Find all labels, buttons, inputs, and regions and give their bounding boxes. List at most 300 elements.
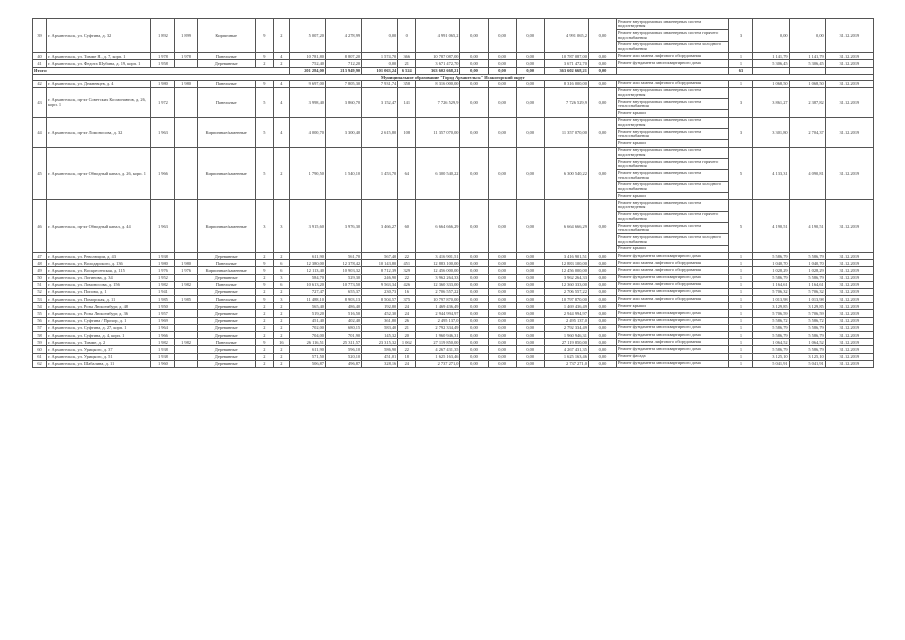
table-row bbox=[33, 60, 874, 67]
fund-1: 0,00 bbox=[460, 117, 488, 147]
fund-4: 0,00 bbox=[588, 274, 616, 281]
works-count: 1 bbox=[729, 60, 753, 67]
year-built: 1 938 bbox=[151, 353, 175, 360]
unit-cost: 4 190,51 bbox=[753, 200, 789, 253]
completion-date: 31.12.2019 bbox=[825, 360, 873, 367]
fund-3: 0,00 bbox=[516, 310, 544, 317]
unit-cost-limit: 5 306,45 bbox=[789, 60, 825, 67]
repair-cost-owners: 1 469 436,49 bbox=[544, 303, 588, 310]
fund-1: 0,00 bbox=[460, 281, 488, 288]
unit-cost-limit: 4 190,51 bbox=[789, 200, 825, 253]
work-item: Ремонт или замена лифтового оборудования bbox=[618, 266, 701, 272]
wall-material: Панельные bbox=[197, 80, 255, 87]
works-list bbox=[617, 339, 729, 346]
works-count: 1 bbox=[729, 267, 753, 274]
area-private: 328,16 bbox=[362, 360, 398, 367]
total-area: 727,47 bbox=[289, 288, 325, 295]
unit-cost-limit: 5 706,59 bbox=[789, 310, 825, 317]
fund-3: 0,00 bbox=[516, 346, 544, 353]
fund-2: 0,00 bbox=[488, 53, 516, 60]
entrances: 3 bbox=[273, 200, 289, 253]
repair-cost: 7 726 529,9 bbox=[416, 87, 460, 117]
unit-cost: 5 706,59 bbox=[753, 310, 789, 317]
work-item: Ремонт фундамента многоквартирного дома bbox=[618, 252, 701, 258]
unit-cost-limit: 1 013,98 bbox=[789, 296, 825, 303]
repair-cost: 2 792 334,49 bbox=[416, 324, 460, 331]
area-private: 586,90 bbox=[362, 346, 398, 353]
residents: 366 bbox=[398, 53, 416, 60]
total-area: 9 697,00 bbox=[289, 80, 325, 87]
wall-material: Деревянные bbox=[197, 360, 255, 367]
entrances: 2 bbox=[273, 332, 289, 339]
table-row bbox=[33, 80, 874, 87]
year-built: 1 960 bbox=[151, 360, 175, 367]
floors: 9 bbox=[255, 260, 273, 267]
row-number: 46 bbox=[33, 200, 47, 253]
address: г. Архангельск, пр-кт Обводный канал, д. 26, корп. 1 bbox=[47, 147, 151, 200]
residents: 375 bbox=[398, 296, 416, 303]
year-commissioned: 1 980 bbox=[175, 260, 197, 267]
fund-2: 0,00 bbox=[488, 317, 516, 324]
year-commissioned bbox=[175, 332, 197, 339]
work-item: Ремонт внутридомовых инженерных систем водоотведения bbox=[617, 200, 728, 211]
fund-2: 0,00 bbox=[488, 310, 516, 317]
residents: 21 bbox=[398, 60, 416, 67]
works-list bbox=[617, 80, 729, 87]
fund-2: 0,00 bbox=[488, 353, 516, 360]
fund-1: 0,00 bbox=[460, 87, 488, 117]
repair-cost: 2 944 994,97 bbox=[416, 310, 460, 317]
unit-cost-limit: 5 586,72 bbox=[789, 317, 825, 324]
entrances: 2 bbox=[273, 346, 289, 353]
row-number: 44 bbox=[33, 117, 47, 147]
total-works-count: 63 bbox=[729, 67, 753, 74]
works-list bbox=[617, 296, 729, 303]
area-private: 8 712,39 bbox=[362, 267, 398, 274]
area-private: 23 315,32 bbox=[362, 339, 398, 346]
table-row bbox=[33, 267, 874, 274]
wall-material: Панельные bbox=[197, 260, 255, 267]
repair-cost: 10 787 087,00 bbox=[416, 53, 460, 60]
completion-date: 31.12.2019 bbox=[825, 281, 873, 288]
year-built: 1 980 bbox=[151, 260, 175, 267]
table-row bbox=[33, 117, 874, 147]
row-number: 59 bbox=[33, 339, 47, 346]
works-count: 1 bbox=[729, 288, 753, 295]
total-area: 3 915,60 bbox=[289, 200, 325, 253]
area-living: 1 540,10 bbox=[326, 147, 362, 200]
table-row bbox=[33, 53, 874, 60]
wall-material: Кирпичные/каменные bbox=[197, 117, 255, 147]
capital-repair-table bbox=[32, 18, 874, 368]
area-living: 520,10 bbox=[326, 353, 362, 360]
area-private: 567,40 bbox=[362, 252, 398, 259]
entrances: 2 bbox=[273, 324, 289, 331]
works-list bbox=[617, 53, 729, 60]
fund-3: 0,00 bbox=[516, 87, 544, 117]
unit-cost-limit: 3 129,85 bbox=[789, 303, 825, 310]
unit-cost: 5 586,72 bbox=[753, 317, 789, 324]
work-item: Ремонт внутридомовых инженерных систем горячего водоснабжения bbox=[617, 159, 728, 170]
fund-3: 0,00 bbox=[516, 296, 544, 303]
fund-1: 0,00 bbox=[460, 252, 488, 259]
fund-4: 0,00 bbox=[588, 339, 616, 346]
repair-cost-owners: 27 119 850,00 bbox=[544, 339, 588, 346]
total-area: 10 613,20 bbox=[289, 281, 325, 288]
wall-material: Кирпичные bbox=[197, 19, 255, 53]
table-row bbox=[33, 332, 874, 339]
area-private: 583,40 bbox=[362, 324, 398, 331]
completion-date: 31.12.2019 bbox=[825, 324, 873, 331]
total-area-private: 101 063,24 bbox=[362, 67, 398, 74]
area-living: 7 805,30 bbox=[326, 80, 362, 87]
area-living: 486,40 bbox=[326, 303, 362, 310]
works-count: 1 bbox=[729, 317, 753, 324]
row-number: 42 bbox=[33, 80, 47, 87]
wall-material: Кирпичные/каменные bbox=[197, 200, 255, 253]
row-number: 48 bbox=[33, 260, 47, 267]
row-number: 40 bbox=[33, 53, 47, 60]
works-count: 1 bbox=[729, 339, 753, 346]
repair-cost: 2 706 557,22 bbox=[416, 288, 460, 295]
fund-2: 0,00 bbox=[488, 296, 516, 303]
works-count: 1 bbox=[729, 324, 753, 331]
total-area: 571,50 bbox=[289, 353, 325, 360]
area-private: 2 615,80 bbox=[362, 117, 398, 147]
repair-cost: 10 797 870,00 bbox=[416, 296, 460, 303]
year-commissioned bbox=[175, 317, 197, 324]
work-item: Ремонт или замена лифтового оборудования bbox=[618, 52, 701, 58]
year-commissioned bbox=[175, 147, 197, 200]
work-item: Ремонт фундамента многоквартирного дома bbox=[618, 310, 701, 316]
unit-cost: 1 028,29 bbox=[753, 267, 789, 274]
fund-1: 0,00 bbox=[460, 332, 488, 339]
area-living: 12 378,42 bbox=[326, 260, 362, 267]
fund-4: 0,00 bbox=[588, 332, 616, 339]
repair-cost: 1 625 163,46 bbox=[416, 353, 460, 360]
unit-cost: 3 129,85 bbox=[753, 303, 789, 310]
total-fund-2: 0,00 bbox=[488, 67, 516, 74]
wall-material: Панельные bbox=[197, 87, 255, 117]
fund-3: 0,00 bbox=[516, 19, 544, 53]
works-list bbox=[617, 332, 729, 339]
table-row bbox=[33, 274, 874, 281]
unit-cost-limit: 5 586,79 bbox=[789, 346, 825, 353]
fund-4: 0,00 bbox=[588, 360, 616, 367]
row-number: 41 bbox=[33, 60, 47, 67]
residents: 16 bbox=[398, 288, 416, 295]
completion-date: 31.12.2019 bbox=[825, 252, 873, 259]
row-number: 58 bbox=[33, 332, 47, 339]
total-cost-owners: 363 602 668,21 bbox=[544, 67, 588, 74]
wall-material: Деревянные bbox=[197, 317, 255, 324]
unit-cost: 5 306,45 bbox=[753, 60, 789, 67]
floors: 2 bbox=[255, 360, 273, 367]
works-count: 1 bbox=[729, 346, 753, 353]
wall-material: Деревянные bbox=[197, 332, 255, 339]
work-item: Ремонт или замена лифтового оборудования bbox=[618, 295, 701, 301]
address: г. Архангельск, ул. Урицкого, д. 51 bbox=[47, 353, 151, 360]
entrances: 3 bbox=[273, 274, 289, 281]
address: г. Архангельск, ул. Володарского, д. 136 bbox=[47, 260, 151, 267]
table-row bbox=[33, 310, 874, 317]
unit-cost-limit: 3 125,10 bbox=[789, 353, 825, 360]
entrances: 4 bbox=[273, 87, 289, 117]
total-cost: 363 602 668,21 bbox=[416, 67, 460, 74]
floors: 2 bbox=[255, 317, 273, 324]
fund-4: 0,00 bbox=[588, 324, 616, 331]
total-area: 584,70 bbox=[289, 274, 325, 281]
year-built: 1 957 bbox=[151, 310, 175, 317]
work-item: Ремонт фасада bbox=[618, 353, 646, 359]
unit-cost-limit: 5 586,79 bbox=[789, 274, 825, 281]
area-living: 8 903,13 bbox=[326, 296, 362, 303]
row-number: 47 bbox=[33, 252, 47, 259]
year-built: 1 964 bbox=[151, 324, 175, 331]
floors: 2 bbox=[255, 288, 273, 295]
completion-date: 31.12.2019 bbox=[825, 267, 873, 274]
year-built: 1 978 bbox=[151, 53, 175, 60]
floors: 2 bbox=[255, 353, 273, 360]
fund-2: 0,00 bbox=[488, 87, 516, 117]
repair-cost-owners: 12 360 333,00 bbox=[544, 281, 588, 288]
repair-cost-owners: 2 792 334,49 bbox=[544, 324, 588, 331]
row-number: 43 bbox=[33, 87, 47, 117]
year-built: 1 963 bbox=[151, 117, 175, 147]
fund-1: 0,00 bbox=[460, 53, 488, 60]
wall-material: Деревянные bbox=[197, 60, 255, 67]
repair-cost-owners: 3 671 472,70 bbox=[544, 60, 588, 67]
address: г. Архангельск, пр-кт Обводный канал, д. 44 bbox=[47, 200, 151, 253]
unit-cost: 5 586,79 bbox=[753, 332, 789, 339]
total-area: 12 113,40 bbox=[289, 267, 325, 274]
repair-cost: 3 416 901,51 bbox=[416, 252, 460, 259]
table-row bbox=[33, 288, 874, 295]
table-row bbox=[33, 281, 874, 288]
works-count: 5 bbox=[729, 147, 753, 200]
completion-date: 31.12.2019 bbox=[825, 147, 873, 200]
work-item: Ремонт фундамента многоквартирного дома bbox=[618, 345, 701, 351]
area-living: 3 300,40 bbox=[326, 117, 362, 147]
fund-4: 0,00 bbox=[588, 281, 616, 288]
works-list bbox=[617, 147, 729, 200]
total-area: 4 000,70 bbox=[289, 117, 325, 147]
floors: 2 bbox=[255, 60, 273, 67]
work-item: Ремонт внутридомовых инженерных систем холодного водоснабжения bbox=[618, 41, 722, 51]
address: г. Архангельск, пр-кт Советских Космонавтов, д. 26, корп. 1 bbox=[47, 87, 151, 117]
fund-1: 0,00 bbox=[460, 80, 488, 87]
works-list bbox=[617, 360, 729, 367]
fund-1: 0,00 bbox=[460, 288, 488, 295]
year-built: 1 892 bbox=[151, 19, 175, 53]
year-commissioned bbox=[175, 60, 197, 67]
wall-material: Кирпичные/каменные bbox=[197, 267, 255, 274]
entrances: 2 bbox=[273, 288, 289, 295]
works-list bbox=[617, 60, 729, 67]
residents: 358 bbox=[398, 80, 416, 87]
completion-date: 31.12.2019 bbox=[825, 303, 873, 310]
unit-cost: 5 586,79 bbox=[753, 346, 789, 353]
row-number: 52 bbox=[33, 288, 47, 295]
fund-1: 0,00 bbox=[460, 274, 488, 281]
total-area: 611,90 bbox=[289, 346, 325, 353]
works-list bbox=[617, 267, 729, 274]
work-item: Ремонт или замена лифтового оборудования bbox=[618, 259, 701, 265]
completion-date: 31.12.2019 bbox=[825, 339, 873, 346]
address: г. Архангельск, ул. Суфтина, д. 32 bbox=[47, 19, 151, 53]
fund-2: 0,00 bbox=[488, 19, 516, 53]
fund-4: 0,00 bbox=[588, 317, 616, 324]
area-living: 8 807,20 bbox=[326, 53, 362, 60]
work-item: Ремонт фундамента многоквартирного дома bbox=[618, 331, 701, 337]
floors: 2 bbox=[255, 303, 273, 310]
residents: 22 bbox=[398, 346, 416, 353]
repair-cost-owners: 12 883 100,00 bbox=[544, 260, 588, 267]
fund-3: 0,00 bbox=[516, 267, 544, 274]
residents: 21 bbox=[398, 324, 416, 331]
unit-cost-limit: 5 586,79 bbox=[789, 332, 825, 339]
residents: 426 bbox=[398, 281, 416, 288]
work-item: Ремонт или замена лифтового оборудования bbox=[618, 338, 701, 344]
repair-cost-owners: 3 416 901,51 bbox=[544, 252, 588, 259]
residents: 0 bbox=[398, 19, 416, 53]
work-item: Ремонт фундамента многоквартирного дома bbox=[618, 360, 701, 366]
unit-cost-limit: 1 040,70 bbox=[789, 260, 825, 267]
completion-date: 31.12.2019 bbox=[825, 53, 873, 60]
row-number: 57 bbox=[33, 324, 47, 331]
works-count: 5 bbox=[729, 200, 753, 253]
table-row bbox=[33, 260, 874, 267]
entrances: 2 bbox=[273, 252, 289, 259]
works-list bbox=[617, 324, 729, 331]
fund-2: 0,00 bbox=[488, 360, 516, 367]
year-commissioned bbox=[175, 353, 197, 360]
year-built: 1 982 bbox=[151, 339, 175, 346]
year-commissioned bbox=[175, 360, 197, 367]
fund-2: 0,00 bbox=[488, 274, 516, 281]
fund-4: 0,00 bbox=[588, 19, 616, 53]
address: г. Архангельск, ул. Ломоносова, д. 156 bbox=[47, 281, 151, 288]
residents: 141 bbox=[398, 87, 416, 117]
total-area: 752,40 bbox=[289, 60, 325, 67]
residents: 1 062 bbox=[398, 339, 416, 346]
row-number: 53 bbox=[33, 296, 47, 303]
repair-cost: 3 962 264,33 bbox=[416, 274, 460, 281]
completion-date: 31.12.2019 bbox=[825, 310, 873, 317]
wall-material: Панельные bbox=[197, 281, 255, 288]
fund-3: 0,00 bbox=[516, 288, 544, 295]
floors: 2 bbox=[255, 332, 273, 339]
works-list bbox=[617, 346, 729, 353]
floors: 5 bbox=[255, 117, 273, 147]
repair-cost-owners: 8 316 000,00 bbox=[544, 80, 588, 87]
works-count: 1 bbox=[729, 274, 753, 281]
year-built: 1 963 bbox=[151, 200, 175, 253]
total-area: 10 781,80 bbox=[289, 53, 325, 60]
fund-2: 0,00 bbox=[488, 260, 516, 267]
area-living: 3 976,30 bbox=[326, 200, 362, 253]
address: г. Архангельск, ул. Урицкого, д. 37 bbox=[47, 346, 151, 353]
entrances: 3 bbox=[273, 296, 289, 303]
table-row bbox=[33, 346, 874, 353]
unit-cost-limit: 5 706,32 bbox=[789, 288, 825, 295]
row-number: 39 bbox=[33, 19, 47, 53]
total-fund-1: 0,00 bbox=[460, 67, 488, 74]
area-private: 0,00 bbox=[362, 19, 398, 53]
area-private: 0,00 bbox=[362, 60, 398, 67]
wall-material: Деревянные bbox=[197, 288, 255, 295]
total-area: 26 116,51 bbox=[289, 339, 325, 346]
row-number: 50 bbox=[33, 274, 47, 281]
total-label: Итого: bbox=[33, 67, 290, 74]
residents: 24 bbox=[398, 303, 416, 310]
area-private: 3 466,27 bbox=[362, 200, 398, 253]
wall-material: Деревянные bbox=[197, 303, 255, 310]
fund-2: 0,00 bbox=[488, 339, 516, 346]
residents: 24 bbox=[398, 310, 416, 317]
fund-3: 0,00 bbox=[516, 60, 544, 67]
fund-1: 0,00 bbox=[460, 346, 488, 353]
fund-1: 0,00 bbox=[460, 353, 488, 360]
fund-1: 0,00 bbox=[460, 303, 488, 310]
entrances: 6 bbox=[273, 267, 289, 274]
total-area: 11 488,10 bbox=[289, 296, 325, 303]
fund-2: 0,00 bbox=[488, 147, 516, 200]
fund-2: 0,00 bbox=[488, 60, 516, 67]
total-area: 611,90 bbox=[289, 252, 325, 259]
repair-cost-owners: 10 787 087,00 bbox=[544, 53, 588, 60]
floors: 9 bbox=[255, 80, 273, 87]
work-item: Ремонт или замена лифтового оборудования bbox=[618, 80, 701, 86]
entrances: 4 bbox=[273, 80, 289, 87]
wall-material: Панельные bbox=[197, 296, 255, 303]
fund-3: 0,00 bbox=[516, 252, 544, 259]
wall-material: Деревянные bbox=[197, 346, 255, 353]
year-built: 1 941 bbox=[151, 288, 175, 295]
total-fund-4: 0,00 bbox=[588, 67, 616, 74]
area-private: 7 931,74 bbox=[362, 80, 398, 87]
entrances: 2 bbox=[273, 317, 289, 324]
total-area: 506,87 bbox=[289, 360, 325, 367]
works-count: 1 bbox=[729, 260, 753, 267]
floors: 9 bbox=[255, 53, 273, 60]
work-item: Ремонт фундамента многоквартирного дома bbox=[618, 288, 701, 294]
unit-cost-limit: 1 064,52 bbox=[789, 339, 825, 346]
works-list bbox=[617, 317, 729, 324]
fund-3: 0,00 bbox=[516, 260, 544, 267]
completion-date: 31.12.2019 bbox=[825, 260, 873, 267]
fund-2: 0,00 bbox=[488, 324, 516, 331]
fund-2: 0,00 bbox=[488, 267, 516, 274]
area-private: 230,73 bbox=[362, 288, 398, 295]
works-count: 1 bbox=[729, 252, 753, 259]
address: г. Архангельск, ул. Федота Шубина, д. 19, корп. 1 bbox=[47, 60, 151, 67]
unit-cost-limit: 1 141,79 bbox=[789, 53, 825, 60]
year-commissioned bbox=[175, 200, 197, 253]
floors: 9 bbox=[255, 296, 273, 303]
repair-cost: 12 360 333,00 bbox=[416, 281, 460, 288]
fund-1: 0,00 bbox=[460, 267, 488, 274]
year-commissioned: 1 978 bbox=[175, 53, 197, 60]
area-private: 451,01 bbox=[362, 353, 398, 360]
completion-date: 31.12.2019 bbox=[825, 296, 873, 303]
completion-date: 31.12.2019 bbox=[825, 200, 873, 253]
work-item: Ремонт или замена лифтового оборудования bbox=[618, 281, 701, 287]
floors: 5 bbox=[255, 87, 273, 117]
fund-2: 0,00 bbox=[488, 346, 516, 353]
fund-2: 0,00 bbox=[488, 303, 516, 310]
fund-4: 0,00 bbox=[588, 353, 616, 360]
